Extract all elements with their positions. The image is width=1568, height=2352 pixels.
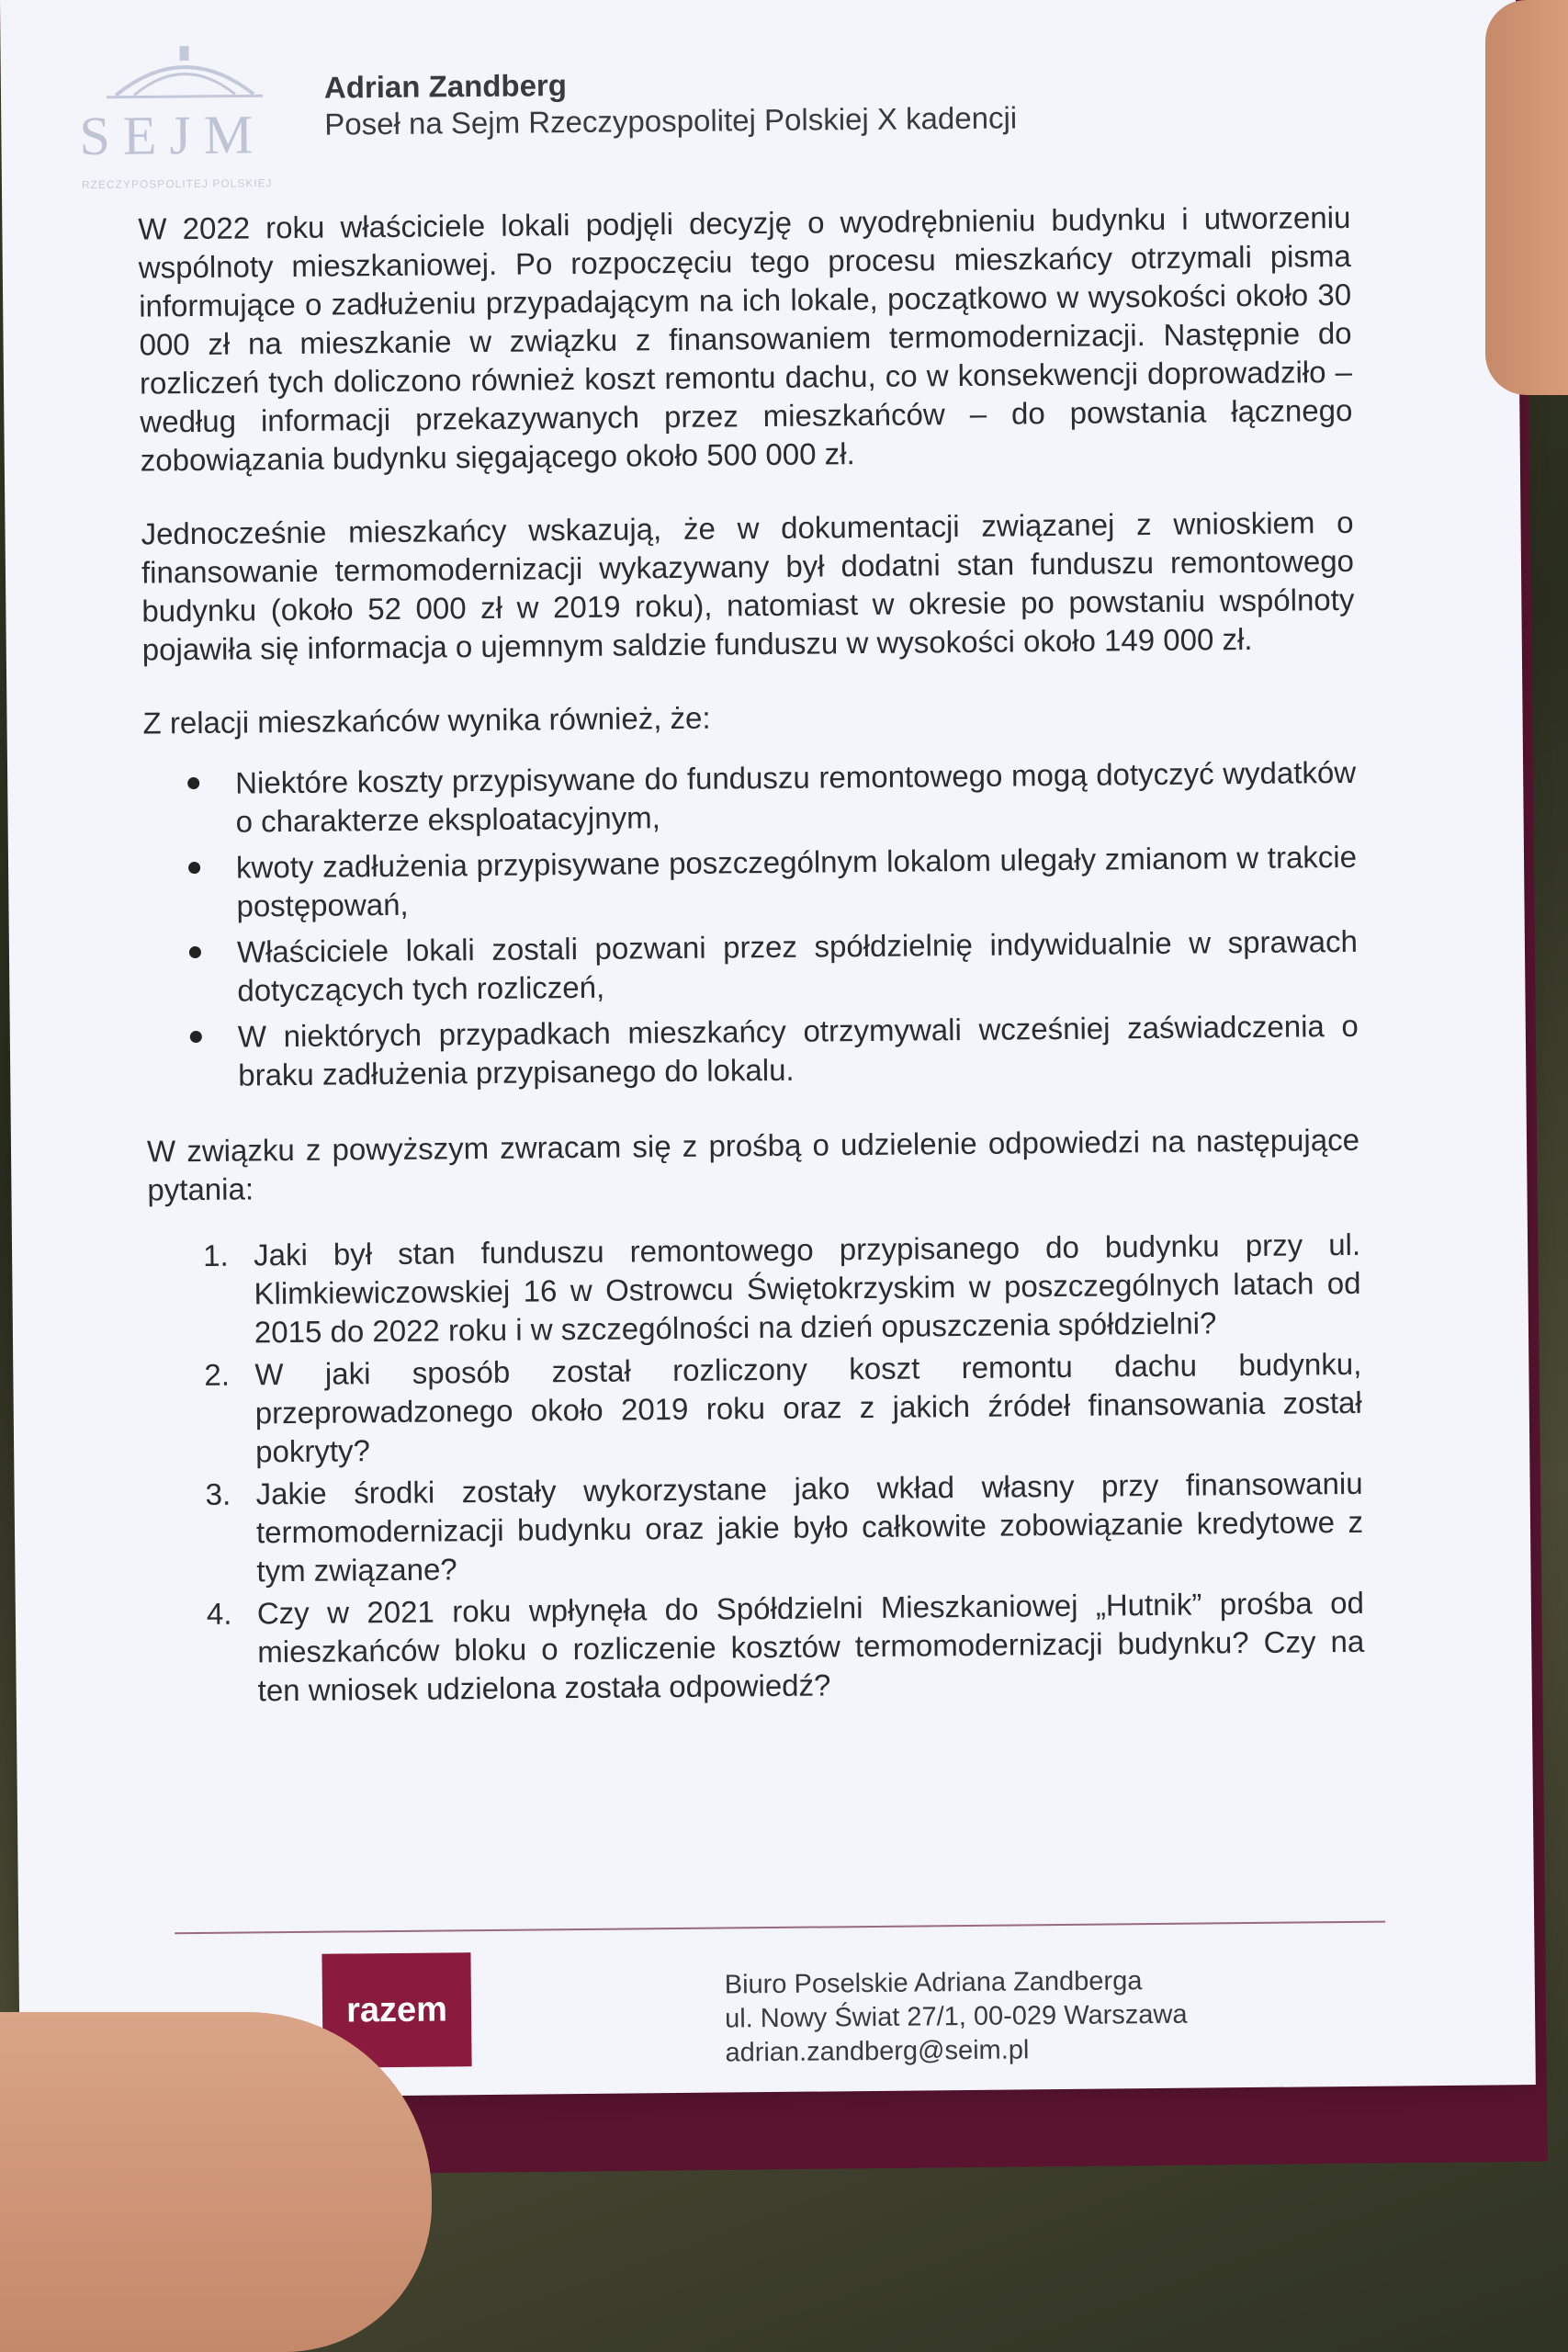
paragraph-request: W związku z powyższym zwracam się z prośbą o udzielenie odpowiedzi na następujące pytania: bbox=[146, 1122, 1360, 1207]
list-item bbox=[235, 753, 1357, 842]
question-text: Jaki był stan funduszu remontowego przypisanego do budynku przy ul. Klimkiewiczowskiej 16 w Ostrowcu Świętokrzyskim w poszczególnych latach od 2015 do 2022 roku i w szczególności na dzień opuszczenia spółdzielni? bbox=[253, 1227, 1361, 1350]
question-item bbox=[205, 1464, 1364, 1591]
list-item bbox=[238, 1007, 1359, 1095]
footer-divider bbox=[175, 1921, 1385, 1935]
bullet-list bbox=[143, 753, 1359, 1096]
question-text: W jaki sposób został rozliczony koszt remontu dachu budynku, przeprowadzonego około 2019 roku oraz z jakich źródeł finansowania został pokryty? bbox=[254, 1346, 1362, 1469]
question-item bbox=[202, 1226, 1361, 1352]
list-item-text: Właściciele lokali zostali pozwani przez spółdzielnię indywidualnie w sprawach dotyczących tych rozliczeń, bbox=[236, 923, 1359, 1008]
list-item-text: W niektórych przypadkach mieszkańcy otrzymywali wcześniej zaświadczenia o braku zadłużenia przypisanego do lokalu. bbox=[237, 1008, 1359, 1092]
bullet-icon bbox=[187, 777, 199, 789]
paragraph-relations: Z relacji mieszkańców wynika również, że: bbox=[142, 700, 711, 741]
paragraph-fund: Jednocześnie mieszkańcy wskazują, że w dokumentacji związanej z wnioskiem o finansowanie termomodernizacji wykazywany był dodatni stan funduszu remontowego budynku (około 52 000 zł w 2019 roku), natomiast w okresie po powstaniu wspólnoty pojawiła się informacja o ujemnym saldzie funduszu w wysokości około 149 000 zł. bbox=[141, 504, 1355, 667]
list-item-text: Niektóre koszty przypisywane do funduszu remontowego mogą dotyczyć wydatków o charakterze eksploatacyjnym, bbox=[235, 754, 1357, 839]
author-title: Poseł na Sejm Rzeczypospolitej Polskiej X kadencji bbox=[324, 100, 1018, 141]
question-text: Jakie środki zostały wykorzystane jako wkład własny przy finansowaniu termomodernizacji budynku oraz jakie było całkowite zobowiązanie kredytowe z tym związane? bbox=[255, 1465, 1364, 1589]
question-number: 3. bbox=[205, 1476, 231, 1511]
letter-body bbox=[138, 198, 1365, 1715]
sejm-logo bbox=[69, 43, 291, 201]
sejm-building-icon bbox=[106, 43, 263, 100]
question-text: Czy w 2021 roku wpłynęła do Spółdzielni Mieszkaniowej „Hutnik” prośba od mieszkańców bloku o rozliczenie kosztów termomodernizacji budynku? Czy na ten wniosek udzielona została odpowiedź? bbox=[256, 1585, 1365, 1708]
question-item bbox=[206, 1584, 1365, 1711]
list-item bbox=[237, 922, 1359, 1011]
list-item-text: kwoty zadłużenia przypisywane poszczególnym lokalom ulegały zmianom w trakcie postępowań, bbox=[235, 839, 1358, 923]
author-name: Adrian Zandberg bbox=[323, 68, 568, 105]
office-address: ul. Nowy Świat 27/1, 00-029 Warszawa bbox=[724, 1999, 1188, 2034]
footer-address bbox=[725, 1964, 1188, 2071]
sejm-logo-subtext: RZECZYPOSPOLITEJ POLSKIEJ bbox=[81, 176, 273, 192]
office-name: Biuro Poselskie Adriana Zandberga bbox=[724, 1966, 1143, 2000]
sejm-logo-text: SEJM bbox=[79, 104, 266, 167]
bullet-icon bbox=[190, 1031, 202, 1043]
question-item bbox=[204, 1345, 1362, 1472]
list-item bbox=[236, 838, 1358, 926]
question-list bbox=[148, 1226, 1365, 1712]
hand-right bbox=[1485, 0, 1568, 395]
question-number: 2. bbox=[204, 1357, 231, 1392]
bullet-icon bbox=[189, 946, 201, 958]
paragraph-intro: W 2022 roku właściciele lokali podjęli decyzję o wyodrębnieniu budynku i utworzeniu wspólnoty mieszkaniowej. Po rozpoczęciu tego procesu mieszkańcy otrzymali pisma informujące o zadłużeniu przypadającym na ich lokale, początkowo w wysokości około 30 000 zł na mieszkanie w związku z finansowaniem termomodernizacji. Następnie do rozliczeń tych doliczono również koszt remontu dachu, co w konsekwencji doprowadziło – według informacji przekazywanych przez mieszkańców – do powstania łącznego zobowiązania budynku sięgającego około 500 000 zł. bbox=[138, 199, 1353, 478]
hand-left bbox=[0, 2012, 432, 2352]
question-number: 4. bbox=[206, 1596, 232, 1631]
bullet-icon bbox=[188, 862, 200, 874]
razem-logo-text: razem bbox=[345, 1989, 448, 2030]
question-number: 1. bbox=[202, 1238, 229, 1272]
office-email: adrian.zandberg@seim.pl bbox=[725, 2035, 1030, 2068]
